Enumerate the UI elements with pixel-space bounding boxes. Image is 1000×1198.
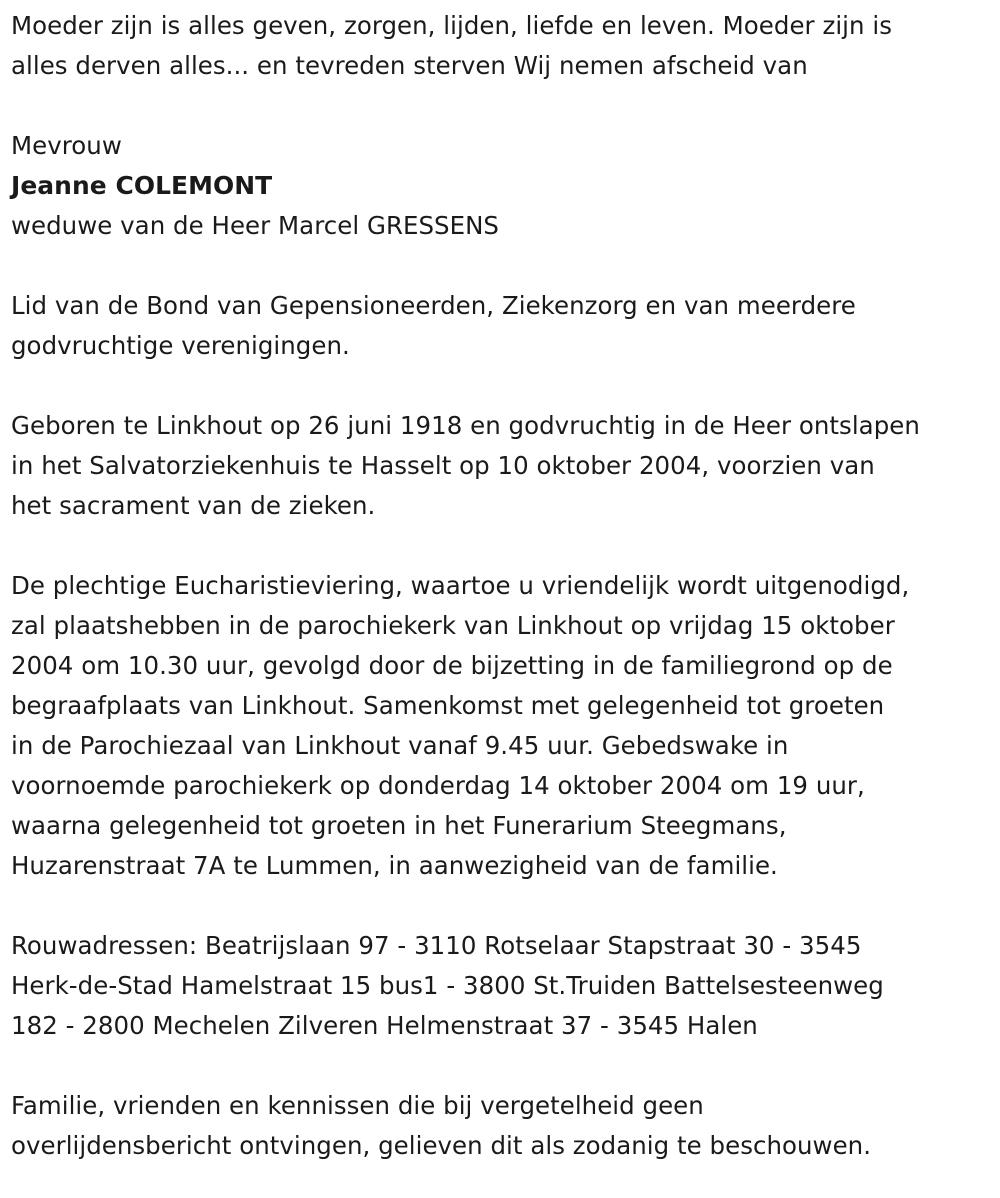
closing-line: overlijdensbericht ontvingen, gelieven dit als zodanig te beschouwen. [11,1131,872,1160]
intro-line: Moeder zijn is alles geven, zorgen, lijden, liefde en leven. Moeder zijn is [11,11,892,40]
paragraph-gap [11,86,993,126]
paragraph-gap [11,526,993,566]
paragraph-gap [11,246,993,286]
ceremony-line: 2004 om 10.30 uur, gevolgd door de bijzetting in de familiegrond op de [11,651,893,680]
ceremony-line: voornoemde parochiekerk op donderdag 14 oktober 2004 om 19 uur, [11,771,865,800]
ceremony-line: begraafplaats van Linkhout. Samenkomst met gelegenheid tot groeten [11,691,885,720]
obituary-text [11,6,993,1166]
paragraph-gap [11,886,993,926]
address-line: Rouwadressen: Beatrijslaan 97 - 3110 Rotselaar Stapstraat 30 - 3545 [11,931,862,960]
birth-death-line: Geboren te Linkhout op 26 juni 1918 en godvruchtig in de Heer ontslapen [11,411,920,440]
deceased-name: Jeanne COLEMONT [11,171,273,200]
intro-line: alles derven alles... en tevreden sterven Wij nemen afscheid van [11,51,808,80]
deceased-relation: weduwe van de Heer Marcel GRESSENS [11,211,499,240]
membership-line: godvruchtige verenigingen. [11,331,350,360]
membership-line: Lid van de Bond van Gepensioneerden, Ziekenzorg en van meerdere [11,291,856,320]
deceased-title: Mevrouw [11,131,122,160]
paragraph-gap [11,366,993,406]
ceremony-line: De plechtige Eucharistieviering, waartoe u vriendelijk wordt uitgenodigd, [11,571,910,600]
closing-line: Familie, vrienden en kennissen die bij vergetelheid geen [11,1091,704,1120]
obituary-document [11,0,993,1166]
paragraph-gap [11,1046,993,1086]
birth-death-line: in het Salvatorziekenhuis te Hasselt op 10 oktober 2004, voorzien van [11,451,875,480]
ceremony-line: in de Parochiezaal van Linkhout vanaf 9.45 uur. Gebedswake in [11,731,789,760]
ceremony-line: waarna gelegenheid tot groeten in het Funerarium Steegmans, [11,811,787,840]
address-line: Herk-de-Stad Hamelstraat 15 bus1 - 3800 St.Truiden Battelsesteenweg [11,971,884,1000]
birth-death-line: het sacrament van de zieken. [11,491,376,520]
ceremony-line: Huzarenstraat 7A te Lummen, in aanwezigheid van de familie. [11,851,778,880]
address-line: 182 - 2800 Mechelen Zilveren Helmenstraat 37 - 3545 Halen [11,1011,758,1040]
ceremony-line: zal plaatshebben in de parochiekerk van Linkhout op vrijdag 15 oktober [11,611,895,640]
